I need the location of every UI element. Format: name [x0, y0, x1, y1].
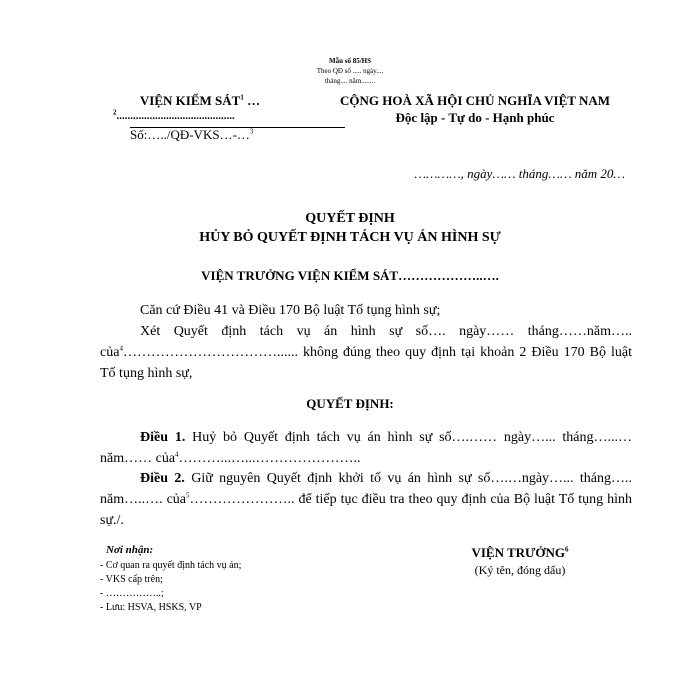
- document-title: QUYẾT ĐỊNH: [305, 211, 395, 226]
- document-subtitle: HỦY BỎ QUYẾT ĐỊNH TÁCH VỤ ÁN HÌNH SỰ: [199, 230, 501, 245]
- signer-title: VIỆN TRƯỞNG$^6$: [471, 545, 569, 560]
- signature-note: (Ký tên, đóng dấu): [474, 563, 566, 577]
- agency-name: VIỆN KIỂM SÁT$^1$ …: [139, 93, 261, 108]
- country-name: CỘNG HOÀ XÃ HỘI CHỦ NGHĨA VIỆT NAM: [339, 93, 611, 108]
- date-place: …………, ngày…… tháng…… năm 20…: [414, 166, 625, 181]
- decision-heading: QUYẾT ĐỊNH:: [306, 396, 394, 411]
- recipients-title: Nơi nhận:: [106, 544, 154, 556]
- form-issued-date: tháng.... năm........: [324, 77, 376, 85]
- recipient-item: - Lưu: HSVA, HSKS, VP: [100, 602, 202, 613]
- recipient-item: - ……………..;: [100, 588, 164, 599]
- consideration: Xét Quyết định tách vụ án hình sự số…. ngày…… tháng……năm….. của$^4$……………………………...... không đúng theo quy định tại khoản 2 Điều 170 Bộ luật Tố tụng hình sự,: [100, 324, 632, 381]
- article-1: Điều 1. Huỷ bỏ Quyết định tách vụ án hình sự số….…… ngày…... tháng…...… năm…… của$^4$………...…...…………………..: [100, 430, 632, 466]
- legal-basis: Căn cứ Điều 41 và Điều 170 Bộ luật Tố tụng hình sự;: [140, 303, 441, 318]
- document-number: Số:…../QĐ-VKS…-…$^3$: [130, 127, 254, 142]
- recipient-item: - Cơ quan ra quyết định tách vụ án;: [100, 560, 242, 571]
- national-motto: Độc lập - Tự do - Hạnh phúc: [395, 110, 555, 125]
- form-issued-by: Theo QĐ số ..... ngày....: [316, 67, 384, 75]
- article-2: Điều 2. Giữ nguyên Quyết định khởi tố vụ án hình sự số….…ngày…... tháng….. năm…..…. của$^5$………………….. để tiếp tục điều tra theo quy định của Bộ luật Tố tụng hình sự./.: [100, 471, 633, 528]
- unit-placeholder: $^2$...........................................: [113, 108, 235, 122]
- form-number: Mẫu số 85/HS: [328, 57, 371, 65]
- issuer-line: VIỆN TRƯỞNG VIỆN KIỂM SÁT………………..….: [201, 268, 499, 283]
- recipient-item: - VKS cấp trên;: [100, 574, 163, 585]
